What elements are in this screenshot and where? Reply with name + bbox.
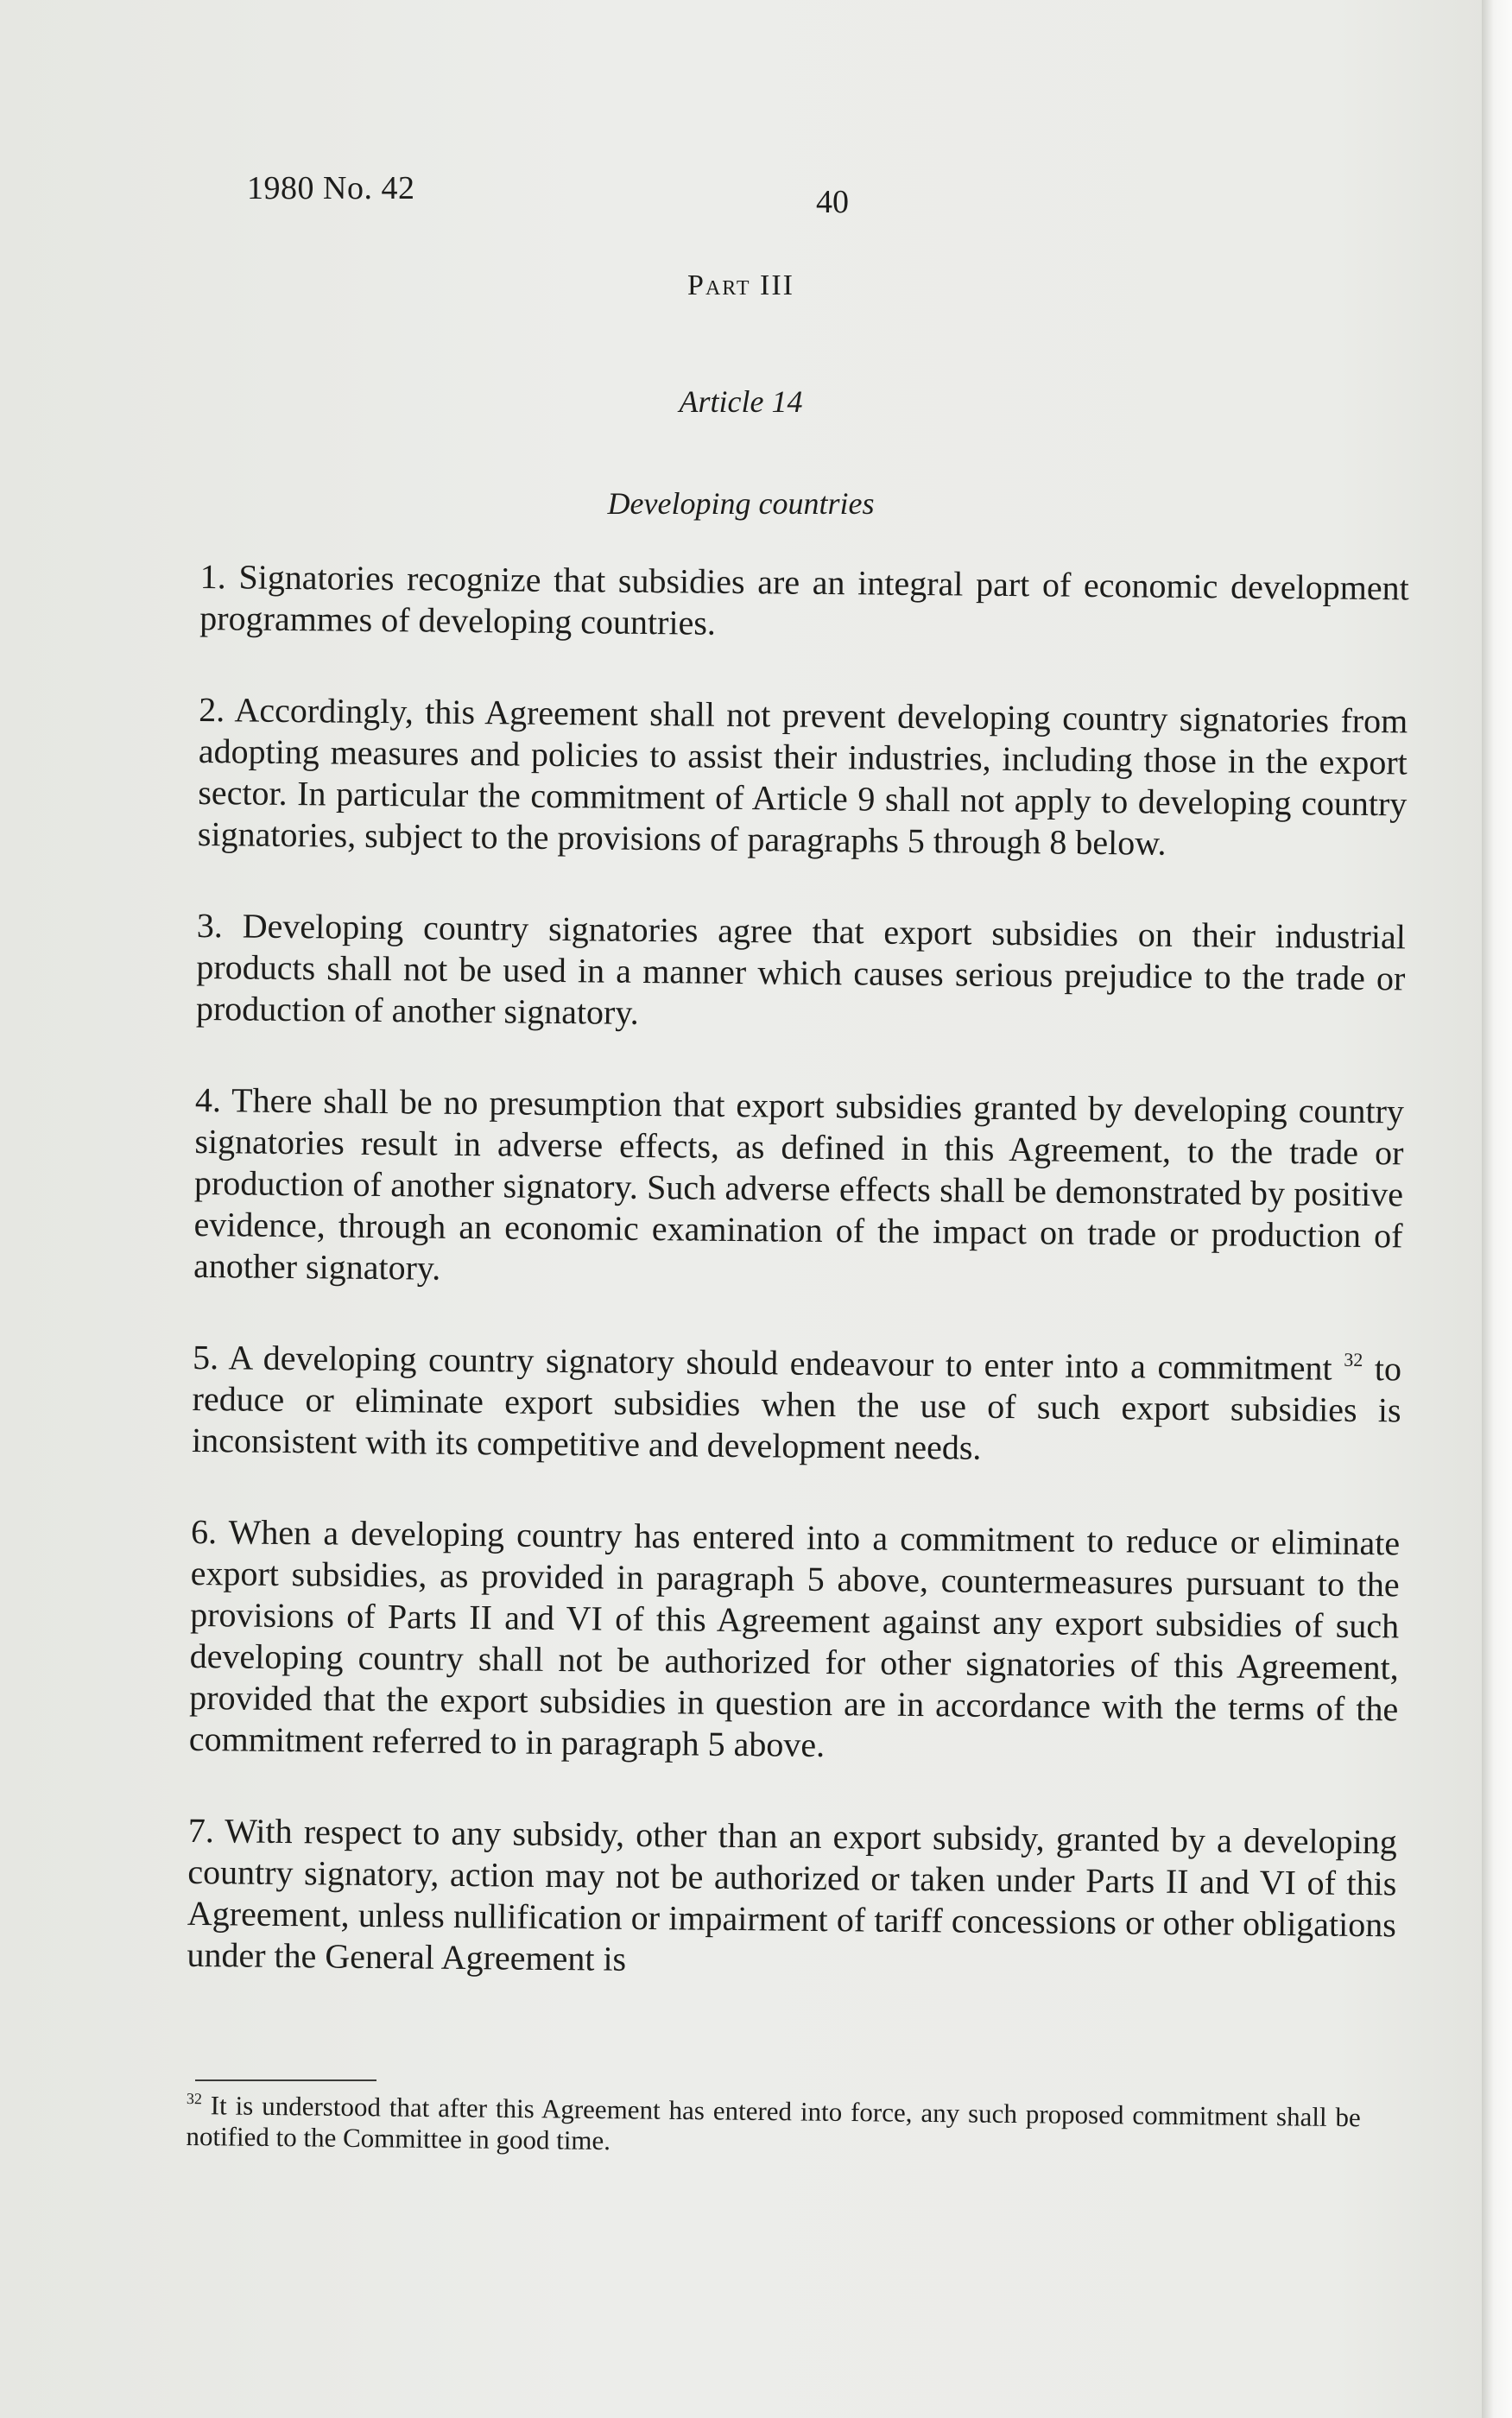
paragraph-5-text-a: 5. A developing country signatory should endeavour to enter into a commitment (192, 1337, 1344, 1388)
paragraph-2: 2. Accordingly, this Agreement shall not prevent developing country signatories from adopting measures and policies to assist their industries, including those in the export sector. In particular the commitment of Article 9 shall not apply to developing country signatories, subject to the provisions of paragraphs 5 through 8 below. (197, 689, 1408, 863)
footnote (186, 2090, 1361, 2164)
footnote-divider (195, 2079, 376, 2081)
section-heading: Developing countries (607, 486, 875, 521)
article-body (187, 556, 1409, 2037)
footnote-number: 32 (186, 2090, 202, 2108)
footnote-reference: 32 (1344, 1348, 1363, 1370)
part-heading: Part III (687, 269, 794, 301)
paragraph-1: 1. Signatories recognize that subsidies are an integral part of economic development programmes of developing countries. (199, 556, 1409, 642)
paragraph-4: 4. There shall be no presumption that export subsidies granted by developing country signatories result in adverse effects, as defined in this Agreement, to the trade or production of another signatory. Such adverse effects shall be demonstrated by positive evidence, through an economic examination of the impact on trade or production of another signatory. (193, 1079, 1405, 1288)
paragraph-5 (192, 1337, 1401, 1472)
paragraph-6: 6. When a developing country has entered into a commitment to reduce or eliminate export subsidies, as provided in paragraph 5 above, countermeasures pursuant to the provisions of Parts II and VI of this Agreement against any export subsidies of such developing country shall not be authorized for other signatories of this Agreement, provided that the export subsidies in question are in accordance with the terms of the commitment referred to in paragraph 5 above. (188, 1511, 1401, 1765)
paragraph-7: 7. With respect to any subsidy, other than an export subsidy, granted by a developing country signatory, action may not be authorized or taken under Parts II and VI of this Agreement, unless nullification or impairment of tariff concessions or other obligations under the General Agreement is (187, 1810, 1397, 1978)
article-heading: Article 14 (679, 384, 803, 419)
footnote-text: It is understood that after this Agreement has entered into force, any such proposed commitment shall be notified to the Committee in good time. (186, 2090, 1361, 2156)
page-edge (1482, 0, 1512, 2418)
page-number: 40 (816, 184, 849, 220)
paragraph-3: 3. Developing country signatories agree that export subsidies on their industrial products shall not be used in a manner which causes serious prejudice to the trade or production of another signatory. (195, 905, 1407, 1032)
act-reference: 1980 No. 42 (247, 170, 415, 206)
paragraph-5-text-b: to reduce or eliminate export subsidies when the use of such export subsidies is inconsistent with its competitive and development needs. (191, 1348, 1402, 1467)
